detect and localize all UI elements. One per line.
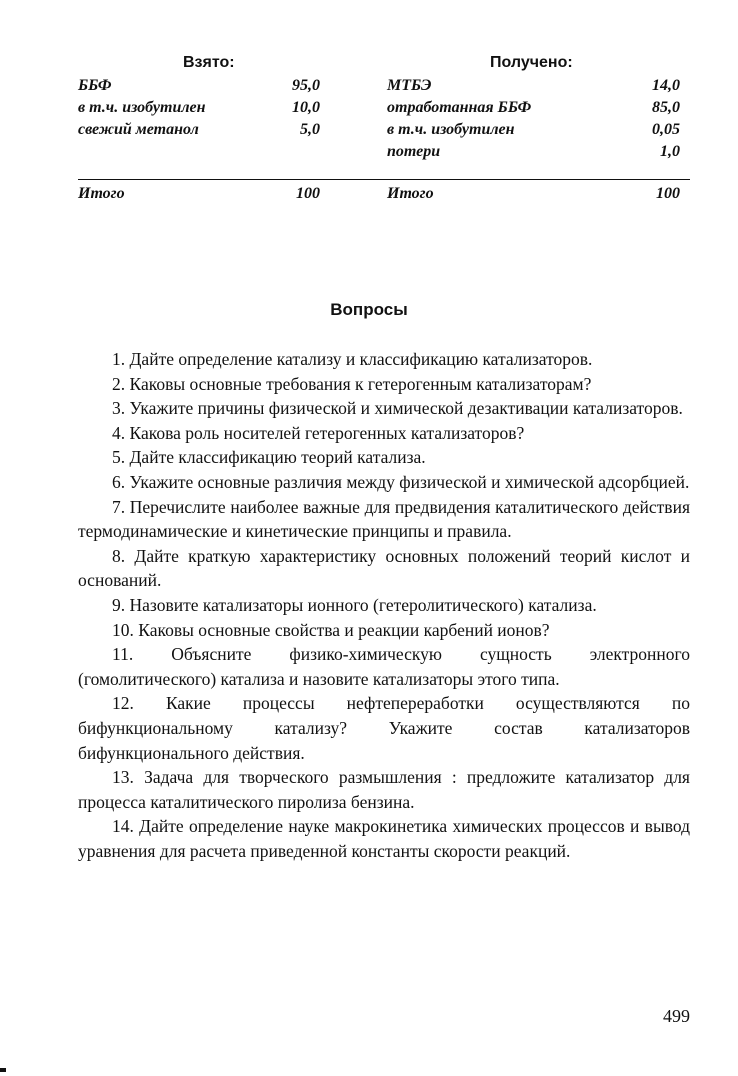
received-total-value: 100 [656,185,680,202]
question-item: 4. Какова роль носителей гетерогенных катализаторов? [112,422,525,443]
received-item-value: 0,05 [652,121,680,138]
question-item: 12. Какие процессы нефтепереработки осуществляются по бифункциональному катализу? Укажите состав катализаторов бифункционального действия. [78,693,690,763]
question-item: 3. Укажите причины физической и химической дезактивации катализаторов. [112,398,683,419]
received-item-value: 14,0 [652,77,680,94]
taken-item-name: ББФ [78,77,112,94]
page-number: 499 [663,1006,690,1026]
question-item: 1. Дайте определение катализу и классификацию катализаторов. [112,349,593,369]
balance-row [78,99,690,121]
question-item: 13. Задача для творческого размышления : предложите катализатор для процесса каталитического пиролиза бензина. [78,767,690,812]
balance-row [78,121,690,143]
questions-heading: Вопросы [330,300,408,319]
received-item-name: в т.ч. изобутилен [387,121,515,138]
questions-list [78,347,690,863]
balance-total-row [78,185,690,207]
received-item-value: 85,0 [652,99,680,116]
received-total-label: Итого [387,185,434,202]
received-header: Получено: [490,54,573,71]
balance-row [78,77,690,99]
scan-mark [0,1068,6,1072]
balance-row [78,143,690,165]
taken-item-value: 95,0 [292,77,320,94]
taken-item-name: свежий метанол [78,121,199,138]
received-item-name: потери [387,143,441,160]
taken-header: Взято: [183,54,235,71]
received-item-name: МТБЭ [387,77,432,94]
material-balance-table [78,54,690,214]
question-item: 6. Укажите основные различия между физической и химической адсорбцией. [112,471,690,492]
question-item: 2. Каковы основные требования к гетерогенным катализаторам? [112,373,592,394]
question-item: 7. Перечислите наиболее важные для предвидения каталитического действия термодинамические и кинетические принципы и правила. [78,496,690,542]
taken-item-value: 10,0 [292,99,320,116]
question-item: 10. Каковы основные свойства и реакции карбений ионов? [112,619,550,640]
question-item: 9. Назовите катализаторы ионного (гетеролитического) катализа. [112,594,597,615]
taken-item-value: 5,0 [300,121,320,138]
question-item: 8. Дайте краткую характеристику основных положений теорий кислот и оснований. [78,545,690,591]
received-item-name: отработанная ББФ [387,99,532,116]
question-item: 5. Дайте классификацию теорий катализа. [112,447,426,468]
question-item: 14. Дайте определение науке макрокинетика химических процессов и вывод уравнения для расчета приведенной константы скорости реакций. [78,816,690,861]
received-item-value: 1,0 [660,143,680,160]
question-item: 11. Объясните физико-химическую сущность электронного (гомолитического) катализа и назовите катализаторы этого типа. [78,644,690,689]
taken-item-name: в т.ч. изобутилен [78,99,206,116]
table-divider [78,179,690,180]
taken-total-value: 100 [296,185,320,202]
taken-total-label: Итого [78,185,125,202]
